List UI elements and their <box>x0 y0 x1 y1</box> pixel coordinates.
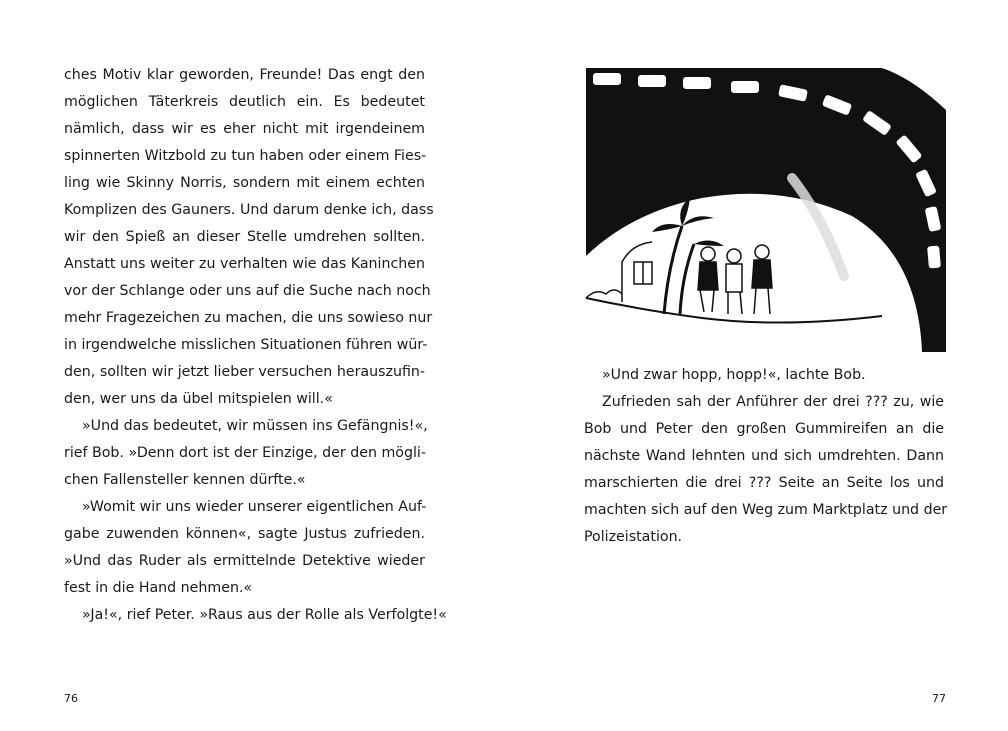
text-line: rief Bob. »Denn dort ist der Einzige, der den mögli- <box>64 445 426 461</box>
text-line: den, wer uns da übel mitspielen will.« <box>64 391 333 407</box>
text-line: spinnerten Witzbold zu tun haben oder einem Fies- <box>64 148 427 164</box>
text-line: nämlich, dass wir es eher nicht mit irgendeinem <box>64 121 425 137</box>
text-line: ches Motiv klar geworden, Freunde! Das engt den <box>64 67 425 83</box>
text-line: mehr Fragezeichen zu machen, die uns sowieso nur <box>64 310 433 326</box>
text-line: machten sich auf den Weg zum Marktplatz und der <box>584 502 948 518</box>
tire-illustration <box>582 66 946 352</box>
tire-drawing <box>582 66 946 352</box>
right-page-text <box>584 362 948 551</box>
text-line: marschierten die drei ??? Seite an Seite los und <box>584 475 944 491</box>
text-line: den, sollten wir jetzt lieber versuchen herauszufin- <box>64 364 425 380</box>
text-line: Bob und Peter den großen Gummireifen an die <box>584 421 944 437</box>
text-line: vor der Schlange oder uns auf die Suche nach noch <box>64 283 431 299</box>
page-number: 77 <box>932 692 946 705</box>
page-number: 76 <box>64 692 78 705</box>
text-line: ling wie Skinny Norris, sondern mit einem echten <box>64 175 425 191</box>
text-line: »Und das bedeutet, wir müssen ins Gefängnis!«, <box>82 418 428 434</box>
text-line: wir den Spieß an dieser Stelle umdrehen sollten. <box>64 229 425 245</box>
text-line: Zufrieden sah der Anführer der drei ??? zu, wie <box>602 394 944 410</box>
text-line: »Womit wir uns wieder unserer eigentlichen Auf- <box>82 499 427 515</box>
text-line: Anstatt uns weiter zu verhalten wie das Kaninchen <box>64 256 425 272</box>
right-page <box>504 0 1008 731</box>
text-line: »Und das Ruder als ermittelnde Detektive wieder <box>64 553 425 569</box>
text-line: »Und zwar hopp, hopp!«, lachte Bob. <box>602 367 866 383</box>
text-line: Komplizen des Gauners. Und darum denke ich, dass <box>64 202 434 218</box>
text-line: chen Fallensteller kennen dürfte.« <box>64 472 306 488</box>
text-line: gabe zuwenden können«, sagte Justus zufrieden. <box>64 526 425 542</box>
text-line: in irgendwelche misslichen Situationen führen wür- <box>64 337 428 353</box>
text-line: »Ja!«, rief Peter. »Raus aus der Rolle als Verfolgte!« <box>82 607 447 623</box>
left-page-text <box>64 62 447 629</box>
text-line: nächste Wand lehnten und sich umdrehten. Dann <box>584 448 944 464</box>
text-line: möglichen Täterkreis deutlich ein. Es bedeutet <box>64 94 425 110</box>
text-line: Polizeistation. <box>584 529 683 545</box>
text-line: fest in die Hand nehmen.« <box>64 580 253 596</box>
